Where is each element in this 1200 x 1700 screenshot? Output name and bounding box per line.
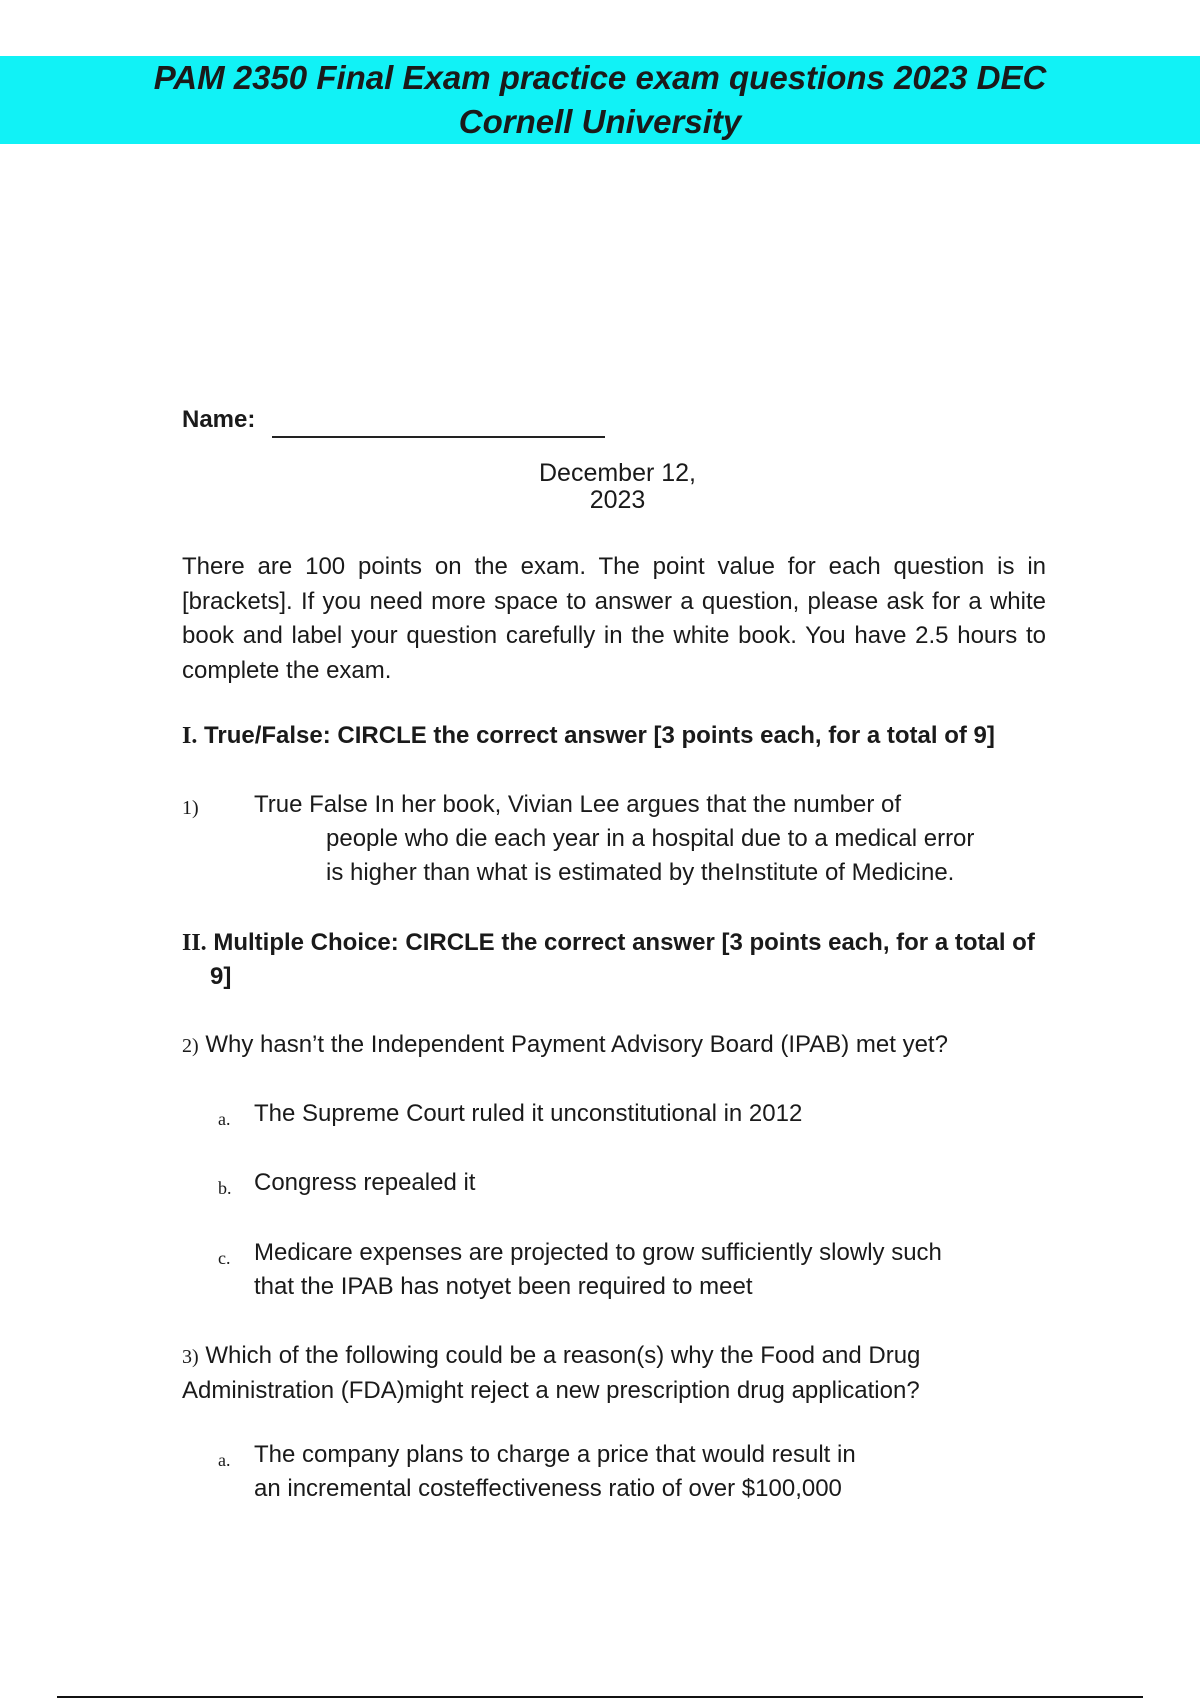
option-text: The Supreme Court ruled it unconstitutional in 2012 — [254, 1100, 803, 1127]
question-2-text: Why hasn’t the Independent Payment Advisory Board (IPAB) met yet? — [205, 1031, 948, 1058]
question-1-line-1: True False In her book, Vivian Lee argues that the number of — [254, 791, 902, 818]
question-3-text-line-2: Administration (FDA)might reject a new prescription drug application? — [182, 1377, 920, 1404]
option-letter: a. — [218, 1450, 231, 1470]
question-1-line-3: is higher than what is estimated by theInstitute of Medicine. — [326, 859, 955, 886]
section-2-title-cont: 9] — [210, 963, 232, 990]
question-3-number: 3) — [182, 1346, 199, 1368]
section-2-heading — [182, 926, 1052, 994]
question-2-stem — [182, 1028, 948, 1063]
option-text-line-1: Medicare expenses are projected to grow sufficiently slowly such — [254, 1239, 942, 1266]
section-2-title: Multiple Choice: CIRCLE the correct answer [3 points each, for a total of — [213, 929, 1035, 956]
question-3-text-line-1: Which of the following could be a reason(s) why the Food and Drug — [205, 1342, 921, 1369]
question-3-stem — [182, 1339, 1022, 1408]
exam-date — [0, 460, 1200, 514]
date-line-2: 2023 — [589, 486, 646, 514]
section-1-numeral: I. — [182, 723, 198, 749]
option-text-line-2: that the IPAB has notyet been required to meet — [254, 1273, 753, 1300]
option-text-line-1: The company plans to charge a price that would result in — [254, 1441, 856, 1468]
question-1-text — [254, 788, 1028, 890]
question-2-number: 2) — [182, 1035, 199, 1057]
option-text: Congress repealed it — [254, 1169, 476, 1196]
option-text-line-2: an incremental costeffectiveness ratio of over $100,000 — [254, 1475, 842, 1502]
title-line-1: PAM 2350 Final Exam practice exam questions 2023 DEC — [153, 59, 1047, 96]
question-2-option-b — [218, 1166, 1034, 1200]
date-line-1: December 12, — [538, 459, 697, 487]
question-3-option-a — [218, 1438, 1034, 1506]
question-1-number: 1) — [182, 797, 199, 819]
section-1-title: True/False: CIRCLE the correct answer [3 points each, for a total of 9] — [204, 722, 995, 749]
document-title — [0, 56, 1200, 144]
option-letter: c. — [218, 1248, 231, 1268]
title-line-2: Cornell University — [458, 103, 742, 140]
section-2-numeral: II. — [182, 930, 207, 956]
question-2-option-c — [218, 1236, 1034, 1304]
section-1-heading — [182, 722, 995, 750]
option-letter: b. — [218, 1178, 232, 1198]
question-1-line-2: people who die each year in a hospital due to a medical error — [326, 825, 975, 852]
name-blank-line — [272, 436, 605, 438]
question-2-option-a — [218, 1097, 1034, 1131]
name-label: Name: — [182, 406, 256, 433]
intro-paragraph: There are 100 points on the exam. The point value for each question is in [brackets]. If you need more space to answer a question, please ask for a white book and label your question carefully in the white book. You have 2.5 hours to complete the exam. — [182, 553, 1046, 684]
option-letter: a. — [218, 1109, 231, 1129]
bottom-rule — [57, 1696, 1143, 1698]
